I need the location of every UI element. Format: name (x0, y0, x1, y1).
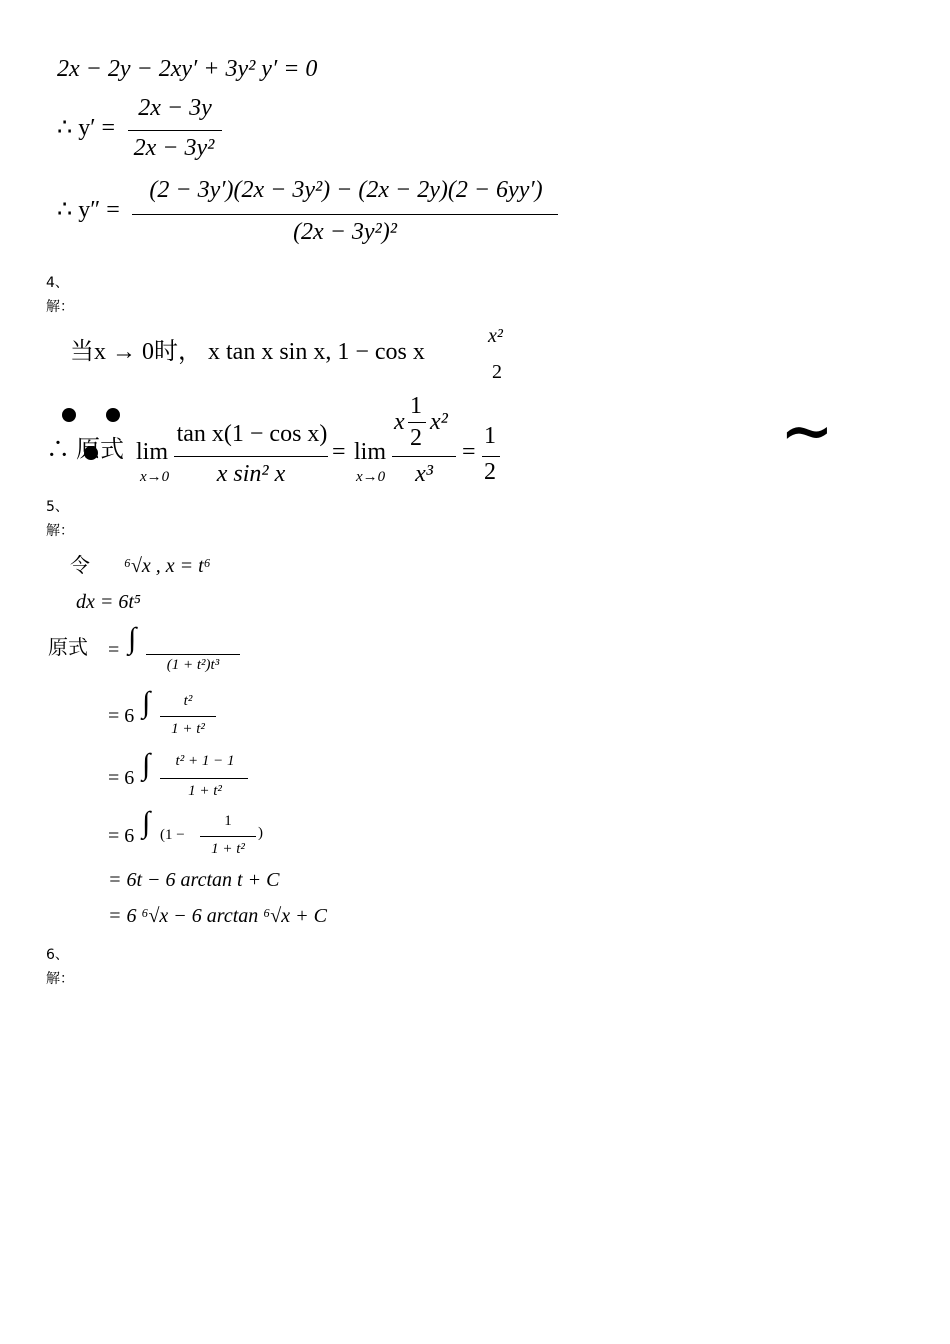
question-number: 5、 (46, 499, 69, 515)
solution-label: 解： (46, 299, 74, 315)
equiv-fraction-denominator: 2 (492, 361, 502, 383)
let-label: 令 (70, 555, 90, 577)
original-label: 原式 (48, 637, 88, 659)
line3-numerator: t² + 1 − 1 (175, 753, 235, 769)
ydouble-fraction-bar (132, 214, 558, 215)
line2-numerator: t² (183, 693, 193, 709)
fraction-2-bar (392, 456, 456, 457)
limit-1: lim (136, 439, 169, 465)
result-label: ∴ 原式 (46, 437, 124, 463)
fraction-1-denominator: x sin² x (216, 461, 286, 487)
equiv-fraction-numerator: x² (488, 325, 503, 347)
yprime-fraction-bar (128, 130, 222, 131)
yprime-label: ∴ y′ = (57, 115, 116, 141)
yprime-denominator: 2x − 3y² (133, 135, 215, 161)
yprime-numerator: 2x − 3y (138, 95, 212, 121)
ydouble-numerator: (2 − 3y′)(2x − 3y²) − (2x − 2y)(2 − 6yy′) (149, 177, 543, 203)
line3-coefficient: = 6 (108, 767, 135, 789)
line1-fraction-bar (146, 654, 240, 655)
ydouble-label: ∴ y″ = (57, 197, 120, 223)
line4-coefficient: = 6 (108, 825, 135, 847)
answer-bar (482, 456, 500, 457)
line4-denominator: 1 + t² (211, 841, 245, 857)
line4-fraction-bar (200, 836, 256, 837)
fraction-1-bar (174, 456, 328, 457)
dx-line: dx = 6t⁵ (76, 591, 141, 613)
integral-sign: ∫ (142, 686, 151, 719)
answer-denominator: 2 (484, 459, 496, 485)
line5: = 6t − 6 arctan t + C (108, 869, 280, 891)
half-numerator: 1 (410, 393, 422, 419)
equivalence-line: 当x → 0时， x tan x sin x, 1 − cos x (70, 339, 425, 365)
equals-sign: = (108, 639, 120, 661)
line2-fraction-bar (160, 716, 216, 717)
question-number: 4、 (46, 275, 69, 291)
line3-fraction-bar (160, 778, 248, 779)
line4-prefix: (1 − (160, 827, 185, 843)
solution-label: 解： (46, 523, 74, 539)
half-bar (408, 422, 426, 423)
line2-denominator: 1 + t² (171, 721, 205, 737)
fraction-2-denominator: x³ (415, 461, 433, 487)
answer-numerator: 1 (484, 423, 496, 449)
fraction-2-x: x (394, 409, 405, 435)
line3-denominator: 1 + t² (188, 783, 222, 799)
integral-sign: ∫ (128, 622, 137, 655)
line6: = 6 ⁶√x − 6 arctan ⁶√x + C (108, 905, 327, 927)
solution-label: 解： (46, 971, 74, 987)
integral-sign: ∫ (142, 748, 151, 781)
equation-implicit: 2x − 2y − 2xy′ + 3y² y′ = 0 (57, 56, 318, 82)
substitution-expression: ⁶√x , x = t⁶ (124, 555, 211, 577)
fraction-1-numerator: tan x(1 − cos x) (176, 421, 328, 447)
limit-2-subscript: x→0 (356, 469, 386, 485)
equals-sign: = (332, 439, 346, 465)
line1-denominator: (1 + t²)t³ (166, 657, 220, 673)
integral-sign: ∫ (142, 806, 151, 839)
half-denominator: 2 (410, 425, 422, 451)
question-number: 6、 (46, 947, 69, 963)
limit-1-subscript: x→0 (140, 469, 170, 485)
line4-numerator: 1 (224, 813, 232, 829)
line4-suffix: ) (258, 825, 263, 841)
fraction-2-x-squared: x² (430, 409, 448, 435)
line2-coefficient: = 6 (108, 705, 135, 727)
bullet-dot (106, 408, 120, 422)
tilde-symbol: ∼ (780, 396, 834, 467)
limit-2: lim (354, 439, 387, 465)
bullet-dot (62, 408, 76, 422)
ydouble-denominator: (2x − 3y²)² (293, 219, 397, 245)
equals-sign-2: = (462, 439, 476, 465)
